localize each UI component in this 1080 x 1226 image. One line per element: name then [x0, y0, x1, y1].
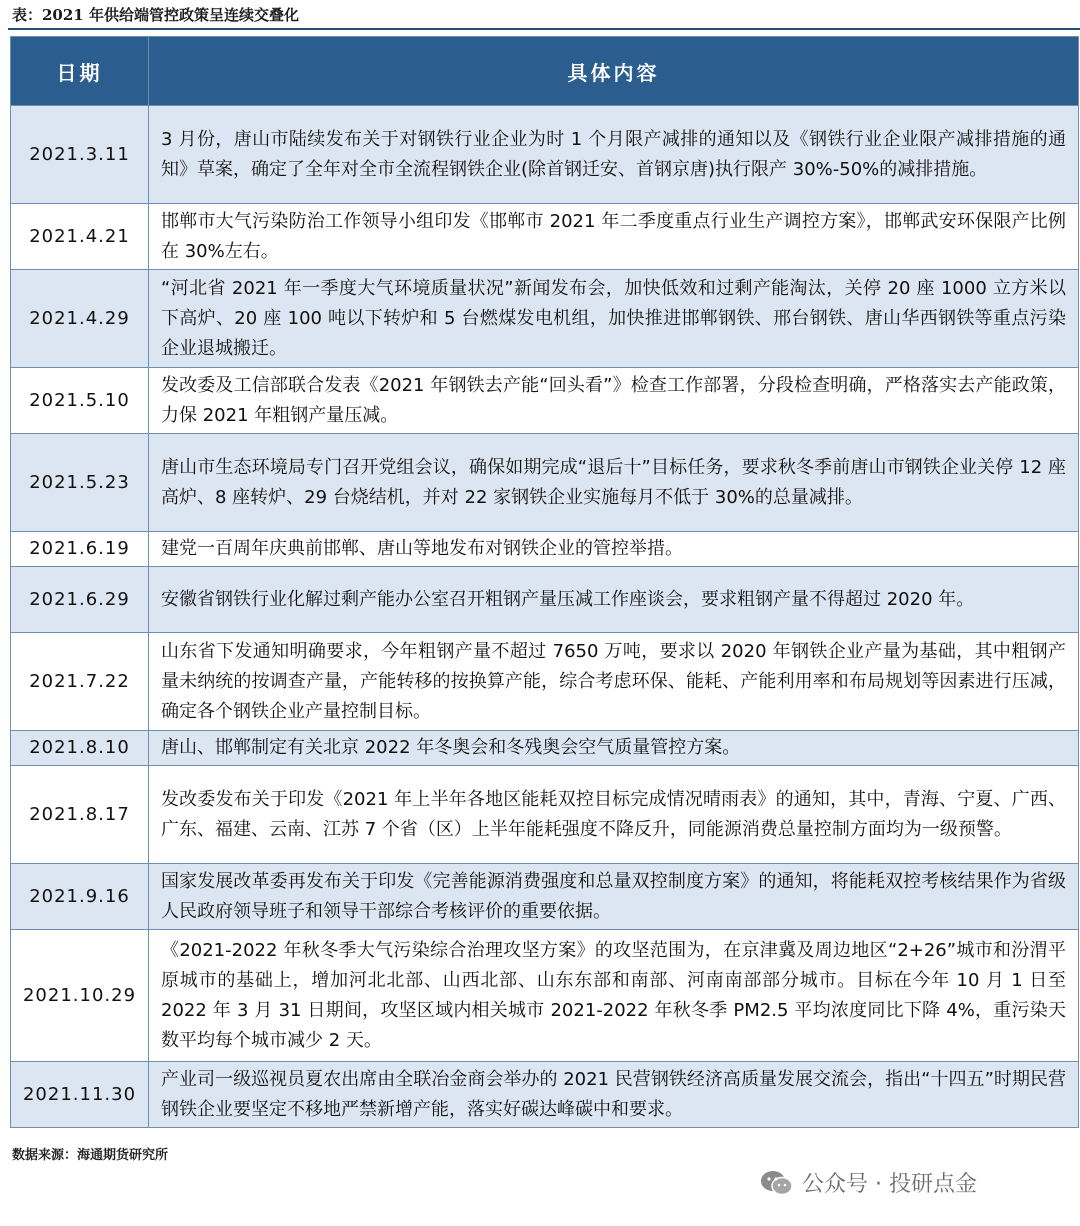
row-content: 发改委及工信部联合发表《2021 年钢铁去产能“回头看”》检查工作部署，分段检查明确，严格落实去产能政策，力保 2021 年粗钢产量压减。 — [149, 368, 1079, 434]
wechat-icon — [760, 1169, 794, 1197]
row-date: 2021.5.10 — [11, 368, 149, 434]
row-date: 2021.8.10 — [11, 731, 149, 766]
row-date: 2021.4.29 — [11, 270, 149, 368]
table-header-row — [11, 37, 1079, 106]
table-row — [11, 532, 1079, 567]
row-date: 2021.7.22 — [11, 633, 149, 731]
row-content: 国家发展改革委再发布关于印发《完善能源消费强度和总量双控制度方案》的通知，将能耗双控考核结果作为省级人民政府领导班子和领导干部综合考核评价的重要依据。 — [149, 864, 1079, 930]
row-content: 唐山、邯郸制定有关北京 2022 年冬奥会和冬残奥会空气质量管控方案。 — [149, 731, 1079, 766]
top-rule — [8, 28, 1080, 30]
row-content: 3 月份，唐山市陆续发布关于对钢铁行业企业为时 1 个月限产减排的通知以及《钢铁行业企业限产减排措施的通知》草案，确定了全年对全市全流程钢铁企业(除首钢迁安、首钢京唐)执行限产 30%-50%的减排措施。 — [149, 106, 1079, 204]
row-content: 唐山市生态环境局专门召开党组会议，确保如期完成“退后十”目标任务，要求秋冬季前唐山市钢铁企业关停 12 座高炉、8 座转炉、29 台烧结机，并对 22 家钢铁企业实施每月不低于 30%的总量减排。 — [149, 434, 1079, 532]
row-content: “河北省 2021 年一季度大气环境质量状况”新闻发布会，加快低效和过剩产能淘汰，关停 20 座 1000 立方米以下高炉、20 座 100 吨以下转炉和 5 台燃煤发电机组，加快推进邯郸钢铁、邢台钢铁、唐山华西钢铁等重点污染企业退城搬迁。 — [149, 270, 1079, 368]
policy-table — [10, 36, 1079, 1128]
row-date: 2021.6.19 — [11, 532, 149, 567]
table-row — [11, 567, 1079, 633]
table-row — [11, 204, 1079, 270]
table-row — [11, 930, 1079, 1062]
table-row — [11, 766, 1079, 864]
data-source-note: 数据来源：海通期货研究所 — [12, 1148, 169, 1163]
row-date: 2021.8.17 — [11, 766, 149, 864]
table-row — [11, 1062, 1079, 1128]
table-row — [11, 633, 1079, 731]
row-content: 邯郸市大气污染防治工作领导小组印发《邯郸市 2021 年二季度重点行业生产调控方案》，邯郸武安环保限产比例在 30%左右。 — [149, 204, 1079, 270]
row-content: 山东省下发通知明确要求，今年粗钢产量不超过 7650 万吨，要求以 2020 年钢铁企业产量为基础，其中粗钢产量未纳统的按调查产量，产能转移的按换算产能，综合考虑环保、能耗、产能利用率和布局规划等因素进行压减，确定各个钢铁企业产量控制目标。 — [149, 633, 1079, 731]
row-content: 建党一百周年庆典前邯郸、唐山等地发布对钢铁企业的管控举措。 — [149, 532, 1079, 567]
table-row — [11, 106, 1079, 204]
header-date: 日期 — [11, 37, 149, 106]
watermark — [760, 1167, 977, 1198]
row-content: 产业司一级巡视员夏农出席由全联冶金商会举办的 2021 民营钢铁经济高质量发展交流会，指出“十四五”时期民营钢铁企业要坚定不移地严禁新增产能，落实好碳达峰碳中和要求。 — [149, 1062, 1079, 1128]
row-date: 2021.10.29 — [11, 930, 149, 1062]
row-date: 2021.4.21 — [11, 204, 149, 270]
row-content: 发改委发布关于印发《2021 年上半年各地区能耗双控目标完成情况晴雨表》的通知，其中，青海、宁夏、广西、广东、福建、云南、江苏 7 个省（区）上半年能耗强度不降反升，同能源消费总量控制方面均为一级预警。 — [149, 766, 1079, 864]
table-caption: 表：2021 年供给端管控政策呈连续交叠化 — [12, 6, 299, 24]
row-content: 安徽省钢铁行业化解过剩产能办公室召开粗钢产量压减工作座谈会，要求粗钢产量不得超过 2020 年。 — [149, 567, 1079, 633]
row-date: 2021.5.23 — [11, 434, 149, 532]
table-row — [11, 864, 1079, 930]
table-row — [11, 270, 1079, 368]
table-row — [11, 368, 1079, 434]
row-date: 2021.9.16 — [11, 864, 149, 930]
row-date: 2021.3.11 — [11, 106, 149, 204]
watermark-text: 公众号 · 投研点金 — [802, 1172, 977, 1197]
row-content: 《2021-2022 年秋冬季大气污染综合治理攻坚方案》的攻坚范围为，在京津冀及周边地区“2+26”城市和汾渭平原城市的基础上，增加河北北部、山西北部、山东东部和南部、河南南部部分城市。目标在今年 10 月 1 日至 2022 年 3 月 31 日期间，攻坚区域内相关城市 2021-2022 年秋冬季 PM2.5 平均浓度同比下降 4%，重污染天数平均每个城市减少 2 天。 — [149, 930, 1079, 1062]
table-row — [11, 731, 1079, 766]
row-date: 2021.11.30 — [11, 1062, 149, 1128]
row-date: 2021.6.29 — [11, 567, 149, 633]
table-row — [11, 434, 1079, 532]
header-content: 具体内容 — [149, 37, 1079, 106]
